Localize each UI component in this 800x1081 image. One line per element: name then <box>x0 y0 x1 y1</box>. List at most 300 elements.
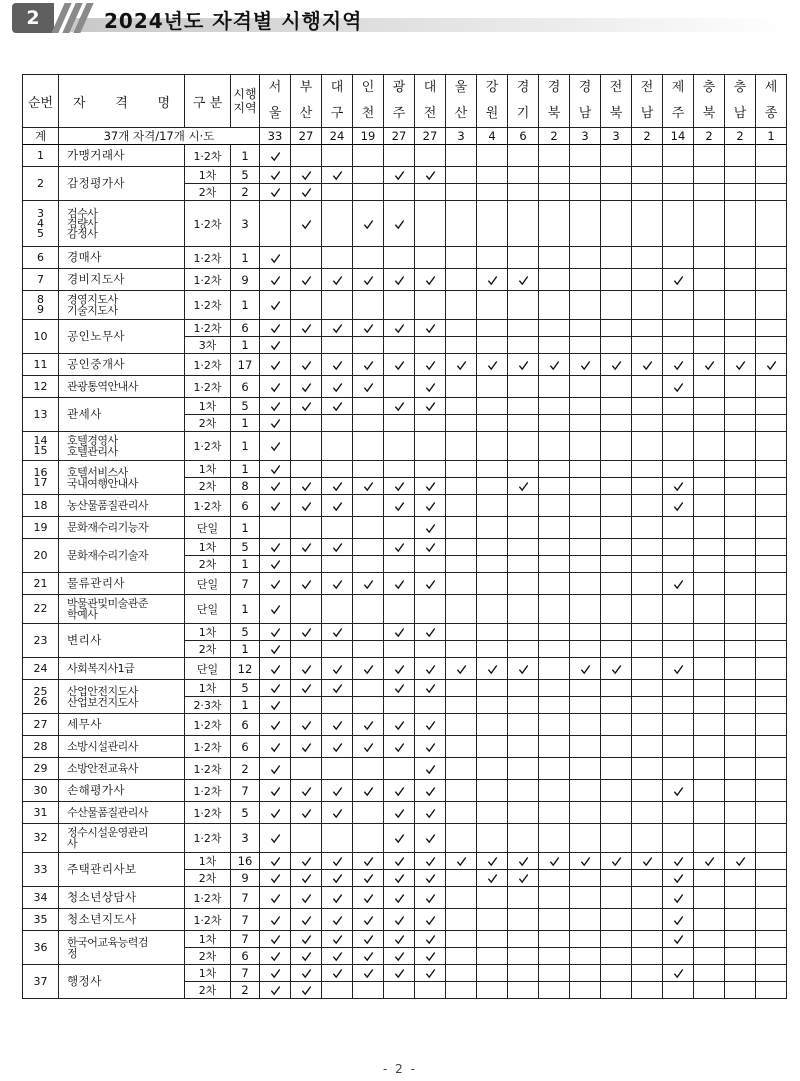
region-cell <box>291 432 322 461</box>
check-icon <box>332 683 343 694</box>
check-icon <box>270 664 281 675</box>
cell-line: 36 <box>33 940 48 954</box>
region-cell <box>663 376 694 398</box>
table-row <box>23 145 787 167</box>
total-value: 3 <box>601 128 632 145</box>
region-cell <box>477 853 508 870</box>
table-row <box>23 736 787 758</box>
region-cell <box>508 145 539 167</box>
region-cell <box>446 432 477 461</box>
region-cell <box>415 337 446 354</box>
region-count: 6 <box>231 736 260 758</box>
region-cell <box>570 909 601 931</box>
region-cell <box>384 376 415 398</box>
qualification-name: 손해평가사 <box>59 780 185 802</box>
region-cell <box>384 398 415 415</box>
region-cell <box>415 432 446 461</box>
region-cell <box>756 948 787 965</box>
region-cell <box>539 931 570 948</box>
region-cell <box>601 658 632 680</box>
region-count: 3 <box>231 201 260 247</box>
exam-division: 단일 <box>185 658 231 680</box>
exam-division: 단일 <box>185 595 231 624</box>
region-cell <box>632 573 663 595</box>
cell-line: 호텔경영사 <box>67 434 118 447</box>
region-cell <box>384 415 415 432</box>
cell-line: 지역 <box>233 101 257 115</box>
region-count: 5 <box>231 680 260 697</box>
cell-line: 9 <box>37 303 44 316</box>
region-cell <box>322 736 353 758</box>
total-label: 계 <box>23 128 59 145</box>
region-cell <box>539 982 570 999</box>
region-cell <box>601 824 632 853</box>
region-cell <box>756 398 787 415</box>
check-icon <box>363 742 374 753</box>
region-cell <box>415 495 446 517</box>
region-cell <box>632 931 663 948</box>
check-icon <box>270 441 281 452</box>
region-cell <box>322 931 353 948</box>
check-icon <box>332 401 343 412</box>
total-value: 24 <box>322 128 353 145</box>
region-cell <box>446 624 477 641</box>
region-cell <box>725 354 756 376</box>
total-desc: 37개 자격/17개 시·도 <box>59 128 260 145</box>
check-icon <box>673 968 684 979</box>
region-cell <box>415 184 446 201</box>
region-cell <box>663 495 694 517</box>
region-cell <box>508 376 539 398</box>
region-cell <box>694 556 725 573</box>
table-row <box>23 432 787 461</box>
region-cell <box>539 337 570 354</box>
region-cell <box>477 573 508 595</box>
row-number <box>23 824 59 853</box>
region-count: 17 <box>231 354 260 376</box>
region-cell <box>632 887 663 909</box>
row-number <box>23 354 59 376</box>
region-cell <box>632 697 663 714</box>
check-icon <box>301 481 312 492</box>
region-cell <box>539 432 570 461</box>
check-icon <box>456 856 467 867</box>
region-cell <box>446 556 477 573</box>
region-cell <box>694 697 725 714</box>
region-cell <box>663 432 694 461</box>
region-cell <box>260 680 291 697</box>
region-cell <box>508 184 539 201</box>
region-cell <box>601 697 632 714</box>
region-cell <box>384 736 415 758</box>
region-cell <box>322 595 353 624</box>
check-icon <box>425 742 436 753</box>
region-cell <box>694 758 725 780</box>
region-cell <box>384 539 415 556</box>
region-cell <box>415 802 446 824</box>
region-cell <box>384 337 415 354</box>
region-cell <box>260 376 291 398</box>
region-cell <box>446 736 477 758</box>
row-number <box>23 965 59 999</box>
total-value: 2 <box>725 128 756 145</box>
region-cell <box>570 931 601 948</box>
region-count: 2 <box>231 758 260 780</box>
region-cell <box>601 758 632 780</box>
region-cell <box>663 909 694 931</box>
region-cell <box>570 461 601 478</box>
cell-line: 13 <box>33 408 48 421</box>
section-number-badge: 2 <box>12 3 54 33</box>
region-cell <box>415 573 446 595</box>
region-cell <box>384 870 415 887</box>
region-count: 2 <box>231 982 260 999</box>
exam-division: 1차 <box>185 853 231 870</box>
row-number <box>23 595 59 624</box>
region-cell <box>291 337 322 354</box>
region-cell <box>508 853 539 870</box>
cell-line: 21 <box>33 577 48 590</box>
total-row <box>23 128 787 145</box>
region-cell <box>539 320 570 337</box>
cell-line: 27 <box>33 718 48 731</box>
region-cell <box>322 802 353 824</box>
check-icon <box>394 915 405 926</box>
region-cell <box>601 780 632 802</box>
col-header-region <box>570 75 601 128</box>
region-count: 1 <box>231 697 260 714</box>
region-cell <box>694 478 725 495</box>
region-cell <box>260 853 291 870</box>
exam-division: 1·2차 <box>185 145 231 167</box>
region-cell <box>384 714 415 736</box>
check-icon <box>301 219 312 230</box>
region-char: 산 <box>299 106 313 121</box>
region-cell <box>663 641 694 658</box>
region-cell <box>725 641 756 658</box>
region-cell <box>291 595 322 624</box>
region-cell <box>384 478 415 495</box>
region-cell <box>601 982 632 999</box>
cell-line: 경영지도사 <box>67 293 118 306</box>
check-icon <box>735 856 746 867</box>
region-cell <box>322 461 353 478</box>
region-cell <box>694 870 725 887</box>
region-count: 6 <box>231 948 260 965</box>
region-count: 9 <box>231 269 260 291</box>
region-cell <box>570 432 601 461</box>
region-cell <box>384 658 415 680</box>
check-icon <box>270 151 281 162</box>
region-cell <box>477 461 508 478</box>
region-char: 강 <box>485 80 499 95</box>
header-char: 자 <box>73 95 86 111</box>
qualification-name: 소방안전교육사 <box>59 758 185 780</box>
region-cell <box>694 658 725 680</box>
cell-line: 호텔관리사 <box>67 445 118 458</box>
region-cell <box>570 680 601 697</box>
check-icon <box>425 523 436 534</box>
table-row <box>23 517 787 539</box>
check-icon <box>270 985 281 996</box>
exam-division: 1·2차 <box>185 201 231 247</box>
region-cell <box>260 573 291 595</box>
check-icon <box>363 915 374 926</box>
region-cell <box>415 870 446 887</box>
check-icon <box>363 968 374 979</box>
region-cell <box>477 167 508 184</box>
check-icon <box>394 720 405 731</box>
region-char: 경 <box>547 80 561 95</box>
row-number <box>23 376 59 398</box>
cell-line: 32 <box>33 831 48 844</box>
region-cell <box>260 354 291 376</box>
cell-line: 14 <box>33 434 48 447</box>
check-icon <box>301 323 312 334</box>
region-cell <box>508 714 539 736</box>
region-cell <box>756 641 787 658</box>
region-cell <box>663 269 694 291</box>
region-cell <box>508 780 539 802</box>
check-icon <box>487 856 498 867</box>
region-cell <box>570 758 601 780</box>
total-value: 3 <box>446 128 477 145</box>
cell-line: 국내여행안내사 <box>67 476 138 490</box>
region-cell <box>353 184 384 201</box>
qualification-name: 소방시설관리사 <box>59 736 185 758</box>
region-cell <box>446 780 477 802</box>
region-cell <box>725 758 756 780</box>
check-icon <box>673 893 684 904</box>
check-icon <box>425 275 436 286</box>
exam-division: 2차 <box>185 556 231 573</box>
check-icon <box>425 934 436 945</box>
region-cell <box>725 680 756 697</box>
check-icon <box>363 275 374 286</box>
region-cell <box>322 184 353 201</box>
region-cell <box>477 714 508 736</box>
total-value: 27 <box>384 128 415 145</box>
region-cell <box>446 758 477 780</box>
region-cell <box>570 824 601 853</box>
region-count: 7 <box>231 573 260 595</box>
region-cell <box>508 478 539 495</box>
region-cell <box>725 931 756 948</box>
check-icon <box>425 481 436 492</box>
region-cell <box>663 167 694 184</box>
check-icon <box>611 664 622 675</box>
region-cell <box>477 247 508 269</box>
region-cell <box>632 658 663 680</box>
region-cell <box>260 802 291 824</box>
region-cell <box>601 853 632 870</box>
region-char: 천 <box>361 106 375 121</box>
region-cell <box>322 965 353 982</box>
check-icon <box>332 664 343 675</box>
region-cell <box>632 780 663 802</box>
qualification-name: 공인중개사 <box>59 354 185 376</box>
check-icon <box>394 542 405 553</box>
region-cell <box>539 965 570 982</box>
region-cell <box>260 291 291 320</box>
exam-division: 1·2차 <box>185 269 231 291</box>
table-row <box>23 887 787 909</box>
region-cell <box>415 697 446 714</box>
region-cell <box>477 887 508 909</box>
cell-line: 시행 <box>233 87 257 101</box>
check-icon <box>487 873 498 884</box>
region-cell <box>663 539 694 556</box>
check-icon <box>332 856 343 867</box>
region-cell <box>260 415 291 432</box>
region-cell <box>384 184 415 201</box>
region-cell <box>322 909 353 931</box>
check-icon <box>301 873 312 884</box>
region-cell <box>291 517 322 539</box>
exam-division: 1·2차 <box>185 291 231 320</box>
region-cell <box>260 714 291 736</box>
region-cell <box>756 167 787 184</box>
region-cell <box>601 145 632 167</box>
region-cell <box>756 556 787 573</box>
region-cell <box>601 887 632 909</box>
region-cell <box>353 982 384 999</box>
region-cell <box>601 432 632 461</box>
region-cell <box>260 780 291 802</box>
exam-division: 1·2차 <box>185 320 231 337</box>
region-cell <box>353 736 384 758</box>
check-icon <box>363 360 374 371</box>
region-cell <box>663 478 694 495</box>
region-cell <box>477 432 508 461</box>
region-cell <box>539 201 570 247</box>
region-count: 5 <box>231 539 260 556</box>
region-cell <box>353 931 384 948</box>
region-cell <box>601 624 632 641</box>
check-icon <box>673 664 684 675</box>
region-char: 세 <box>764 80 778 95</box>
region-cell <box>384 982 415 999</box>
check-icon <box>270 401 281 412</box>
region-cell <box>353 291 384 320</box>
check-icon <box>270 323 281 334</box>
cell-line: 7 <box>37 273 44 286</box>
region-cell <box>477 556 508 573</box>
region-cell <box>632 337 663 354</box>
table-row <box>23 714 787 736</box>
region-cell <box>508 909 539 931</box>
region-cell <box>384 595 415 624</box>
region-cell <box>322 167 353 184</box>
region-cell <box>601 641 632 658</box>
region-cell <box>477 965 508 982</box>
region-cell <box>322 780 353 802</box>
check-icon <box>549 360 560 371</box>
check-icon <box>394 170 405 181</box>
table-row <box>23 573 787 595</box>
region-cell <box>756 354 787 376</box>
region-cell <box>756 909 787 931</box>
region-cell <box>508 432 539 461</box>
region-cell <box>477 291 508 320</box>
exam-division: 2차 <box>185 478 231 495</box>
region-cell <box>291 736 322 758</box>
region-count: 1 <box>231 517 260 539</box>
region-cell <box>570 201 601 247</box>
region-cell <box>353 461 384 478</box>
region-cell <box>322 432 353 461</box>
exam-division: 1차 <box>185 624 231 641</box>
region-cell <box>663 853 694 870</box>
region-cell <box>663 291 694 320</box>
cell-line: 학예사 <box>67 608 98 621</box>
check-icon <box>301 627 312 638</box>
region-cell <box>570 376 601 398</box>
region-cell <box>601 269 632 291</box>
exam-division: 2·3차 <box>185 697 231 714</box>
region-cell <box>725 398 756 415</box>
region-cell <box>632 982 663 999</box>
cell-line: 호텔서비스사 <box>67 465 128 479</box>
check-icon <box>518 873 529 884</box>
region-cell <box>694 948 725 965</box>
check-icon <box>673 360 684 371</box>
region-cell <box>601 965 632 982</box>
region-cell <box>725 982 756 999</box>
region-cell <box>384 624 415 641</box>
region-cell <box>415 247 446 269</box>
region-cell <box>570 247 601 269</box>
region-cell <box>694 167 725 184</box>
region-cell <box>384 556 415 573</box>
check-icon <box>332 481 343 492</box>
region-cell <box>384 354 415 376</box>
check-icon <box>270 253 281 264</box>
region-cell <box>415 461 446 478</box>
check-icon <box>518 856 529 867</box>
region-cell <box>694 184 725 201</box>
region-cell <box>570 982 601 999</box>
region-cell <box>725 870 756 887</box>
col-header-no: 순번 <box>23 75 59 128</box>
exam-division: 1차 <box>185 167 231 184</box>
region-cell <box>260 948 291 965</box>
region-cell <box>632 965 663 982</box>
region-cell <box>446 870 477 887</box>
exam-division: 2차 <box>185 415 231 432</box>
region-cell <box>415 758 446 780</box>
region-cell <box>477 201 508 247</box>
cell-line: 12 <box>33 380 48 393</box>
region-cell <box>601 870 632 887</box>
check-icon <box>270 742 281 753</box>
table-row <box>23 824 787 853</box>
region-cell <box>291 539 322 556</box>
region-cell <box>384 145 415 167</box>
row-number <box>23 432 59 461</box>
check-icon <box>301 275 312 286</box>
region-cell <box>260 982 291 999</box>
region-cell <box>260 269 291 291</box>
region-cell <box>322 824 353 853</box>
col-header-count <box>231 75 260 128</box>
region-cell <box>725 658 756 680</box>
check-icon <box>363 323 374 334</box>
region-cell <box>570 556 601 573</box>
cell-line: 35 <box>33 913 48 926</box>
col-header-region <box>322 75 353 128</box>
region-cell <box>663 658 694 680</box>
